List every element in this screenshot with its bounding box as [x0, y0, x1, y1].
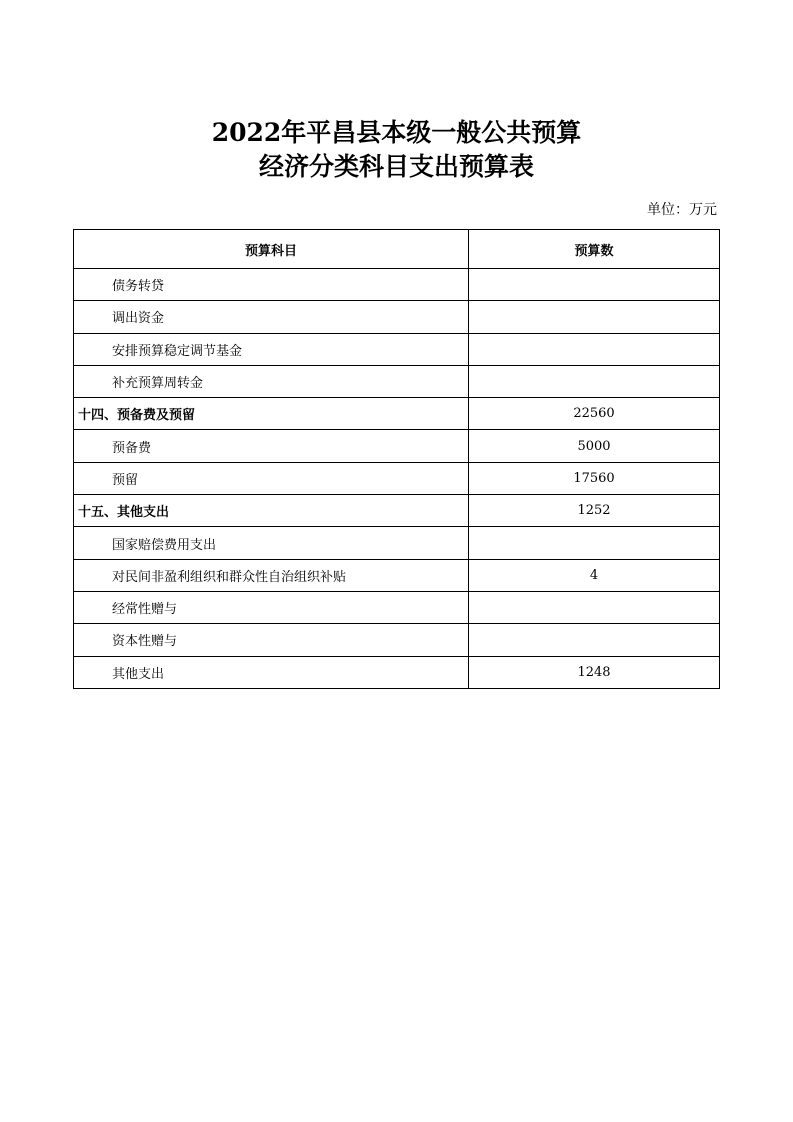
category-row: [74, 495, 720, 527]
row-label: 预备费: [74, 430, 469, 462]
row-label: 调出资金: [74, 301, 469, 333]
row-amount: 1248: [469, 656, 720, 688]
row-label: 对民间非盈利组织和群众性自治组织补贴: [74, 559, 469, 591]
table-row: [74, 656, 720, 688]
category-row: [74, 398, 720, 430]
table-body: [74, 269, 720, 689]
row-amount: [469, 591, 720, 623]
row-amount: 4: [469, 559, 720, 591]
row-amount: 5000: [469, 430, 720, 462]
table-header-row: [74, 230, 720, 269]
budget-table: [73, 229, 720, 689]
category-amount: 1252: [469, 495, 720, 527]
row-label: 资本性赠与: [74, 624, 469, 656]
document-title-line2: 经济分类科目支出预算表: [258, 152, 534, 181]
row-label: 国家赔偿费用支出: [74, 527, 469, 559]
row-label: 补充预算周转金: [74, 365, 469, 397]
row-label: 经常性赠与: [74, 591, 469, 623]
row-label: 预留: [74, 462, 469, 494]
row-amount: 17560: [469, 462, 720, 494]
row-label: 其他支出: [74, 656, 469, 688]
row-label: 债务转贷: [74, 269, 469, 301]
row-amount: [469, 269, 720, 301]
unit-label: 单位：万元: [647, 202, 717, 218]
table-row: [74, 527, 720, 559]
table-row: [74, 333, 720, 365]
table-row: [74, 430, 720, 462]
row-amount: [469, 365, 720, 397]
row-label: 安排预算稳定调节基金: [74, 333, 469, 365]
table-row: [74, 624, 720, 656]
row-amount: [469, 527, 720, 559]
header-amount: 预算数: [469, 230, 720, 269]
table-row: [74, 591, 720, 623]
table-row: [74, 365, 720, 397]
category-amount: 22560: [469, 398, 720, 430]
category-label: 十五、其他支出: [74, 495, 469, 527]
table-row: [74, 462, 720, 494]
table-row: [74, 269, 720, 301]
row-amount: [469, 301, 720, 333]
table-row: [74, 301, 720, 333]
category-label: 十四、预备费及预留: [74, 398, 469, 430]
table-row: [74, 559, 720, 591]
row-amount: [469, 624, 720, 656]
document-title-line1: 2022年平昌县本级一般公共预算: [211, 118, 582, 147]
row-amount: [469, 333, 720, 365]
header-item: 预算科目: [74, 230, 469, 269]
